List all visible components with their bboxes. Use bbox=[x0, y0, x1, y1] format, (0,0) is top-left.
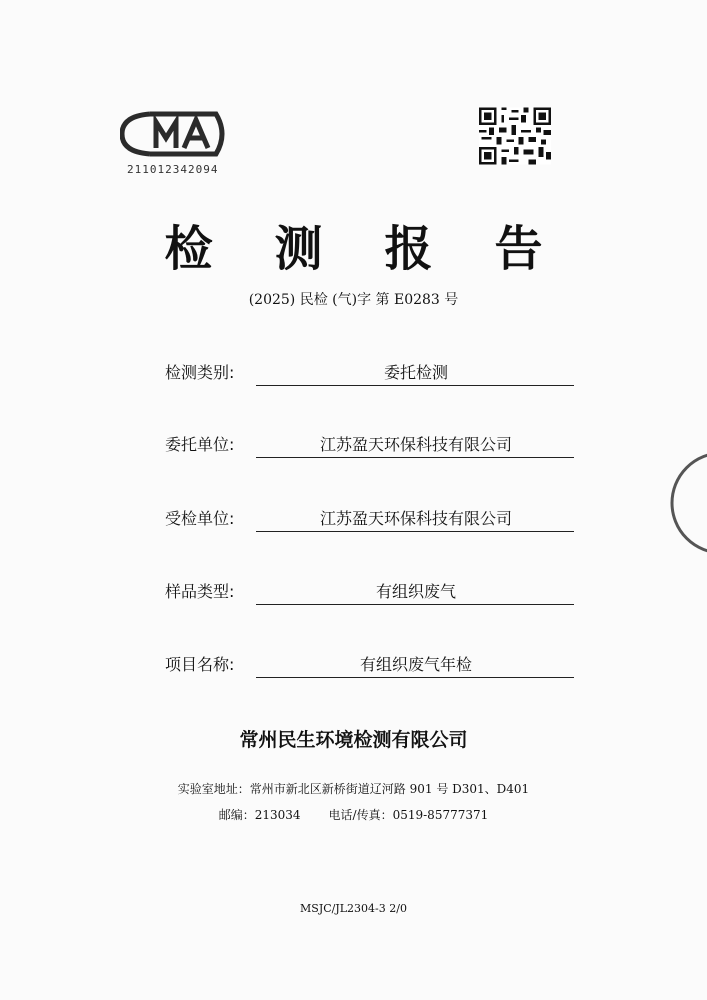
field-label: 检测类别: bbox=[165, 363, 235, 382]
field-label: 受检单位: bbox=[165, 509, 235, 528]
field-project-name bbox=[165, 652, 575, 682]
field-label: 样品类型: bbox=[165, 582, 235, 601]
field-label: 委托单位: bbox=[165, 435, 235, 454]
field-value: 委托检测 bbox=[383, 363, 448, 382]
contact-info bbox=[0, 806, 707, 823]
qr-code bbox=[479, 107, 551, 165]
underline bbox=[256, 604, 574, 605]
field-value: 有组织废气年检 bbox=[359, 655, 472, 674]
document-code: MSJC/JL2304-3 2/0 bbox=[300, 902, 407, 915]
cma-certificate-number: 211012342094 bbox=[127, 163, 219, 176]
postcode: 邮编：213034 bbox=[218, 808, 301, 822]
field-value: 有组织废气 bbox=[375, 582, 456, 601]
field-value: 江苏盈天环保科技有限公司 bbox=[319, 435, 512, 454]
report-title: 检测报告 bbox=[164, 221, 605, 277]
report-number: (2025) 民检 (气)字 第 E0283 号 bbox=[248, 292, 459, 308]
field-test-category bbox=[165, 360, 575, 390]
underline bbox=[256, 677, 574, 678]
underline bbox=[256, 531, 574, 532]
field-sample-type bbox=[165, 579, 575, 609]
field-label: 项目名称: bbox=[165, 655, 235, 674]
field-client bbox=[165, 432, 575, 462]
field-inspected-unit bbox=[165, 506, 575, 536]
phone-fax: 电话/传真：0519-85777371 bbox=[328, 808, 489, 822]
seal-stamp-fragment bbox=[667, 448, 707, 558]
cma-logo bbox=[120, 110, 230, 158]
company-name: 常州民生环境检测有限公司 bbox=[239, 729, 468, 751]
underline bbox=[256, 385, 574, 386]
underline bbox=[256, 457, 574, 458]
lab-address: 实验室地址：常州市新北区新桥街道辽河路 901 号 D301、D401 bbox=[177, 782, 530, 796]
field-value: 江苏盈天环保科技有限公司 bbox=[319, 509, 512, 528]
